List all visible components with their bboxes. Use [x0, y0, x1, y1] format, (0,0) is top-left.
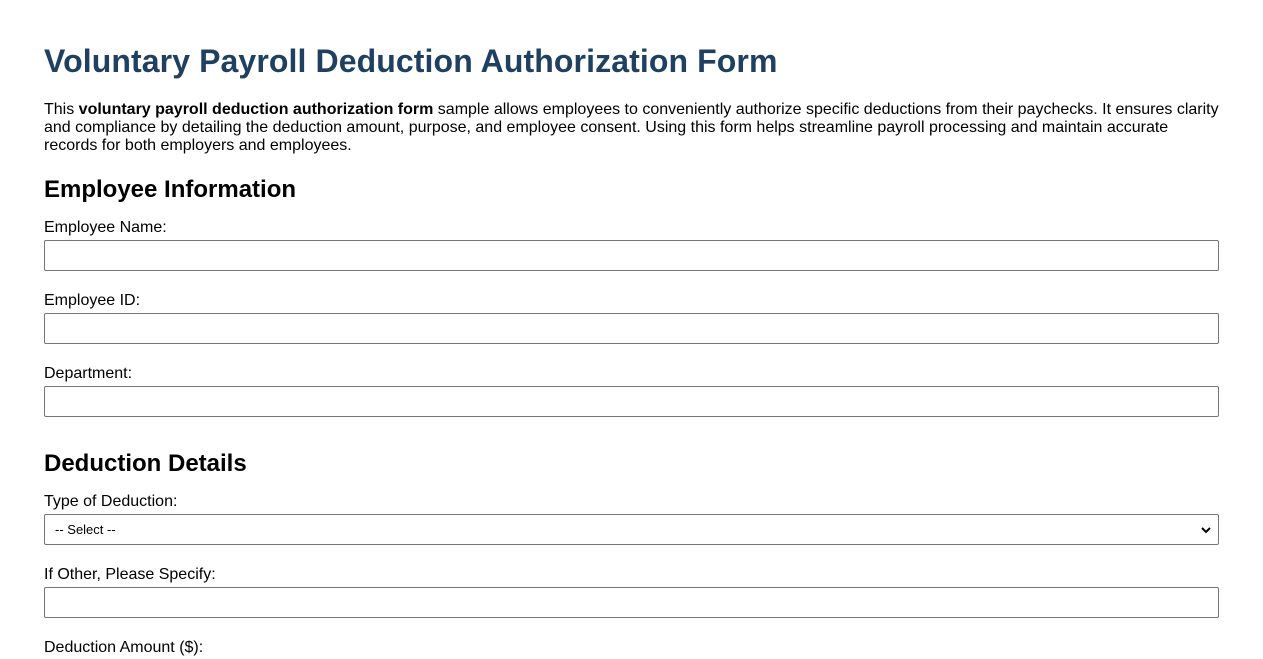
deduction-type-selected-value: -- Select -- [55, 522, 116, 537]
intro-paragraph [44, 101, 1224, 155]
employee-name-label: Employee Name: [44, 219, 167, 236]
employee-id-label: Employee ID: [44, 292, 141, 309]
employee-id-group [44, 292, 1219, 344]
other-specify-group [44, 566, 1219, 618]
deduction-type-group [44, 493, 1219, 545]
department-group [44, 365, 1219, 417]
deduction-type-select[interactable] [44, 514, 1219, 545]
intro-bold-term: voluntary payroll deduction authorization form [78, 101, 434, 118]
chevron-down-icon [1200, 524, 1212, 536]
deduction-amount-group [44, 639, 1219, 657]
deduction-amount-label: Deduction Amount ($): [44, 639, 204, 656]
employee-information-heading: Employee Information [44, 176, 297, 203]
deduction-details-heading: Deduction Details [44, 450, 247, 477]
employee-id-input[interactable] [44, 313, 1219, 344]
intro-prefix: This [44, 101, 79, 118]
employee-information-section [44, 176, 1219, 417]
employee-name-group [44, 219, 1219, 271]
deduction-details-section [44, 450, 1219, 657]
other-specify-label: If Other, Please Specify: [44, 566, 216, 583]
employee-name-input[interactable] [44, 240, 1219, 271]
department-label: Department: [44, 365, 133, 382]
deduction-type-label: Type of Deduction: [44, 493, 178, 510]
intro-suffix: sample allows employees to conveniently authorize specific deductions from their paychecks. It ensures clarity and compliance by detailing the deduction amount, purpose, and employee consent. Using this form helps streamline payroll processing and maintain accurate records for both employers and employees. [44, 101, 1219, 154]
department-input[interactable] [44, 386, 1219, 417]
other-specify-input[interactable] [44, 587, 1219, 618]
page-title: Voluntary Payroll Deduction Authorization Form [44, 43, 778, 79]
